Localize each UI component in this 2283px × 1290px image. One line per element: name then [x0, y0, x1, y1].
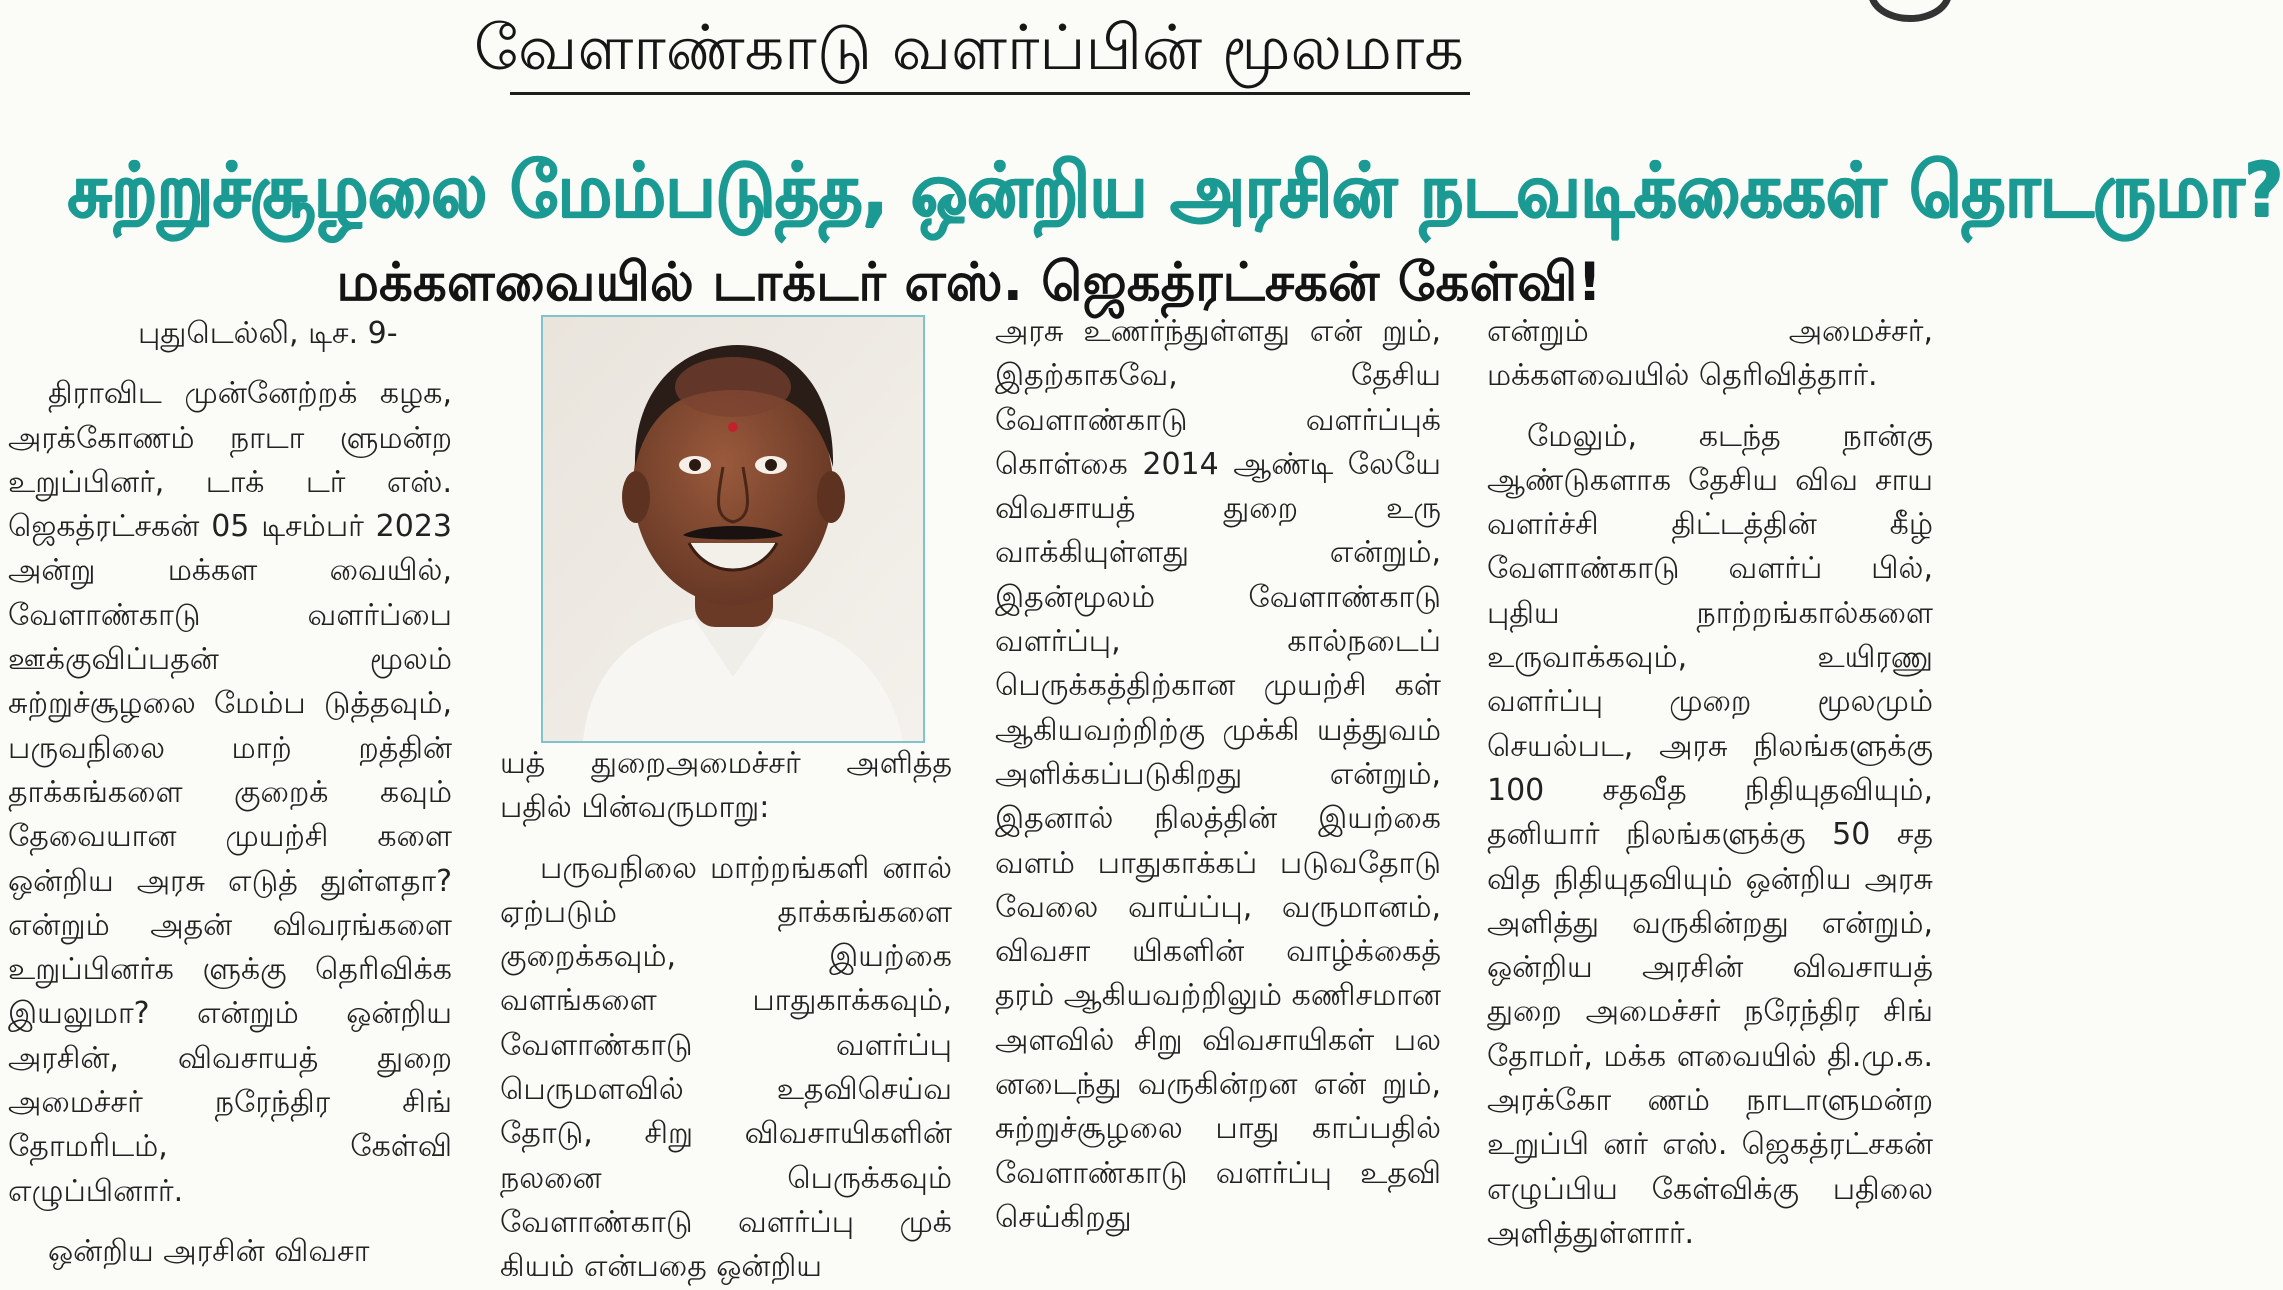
- paragraph: ஒன்றிய அரசின் விவசா: [48, 1233, 370, 1269]
- subheadline: மக்களவையில் டாக்டர் எஸ். ஜெகத்ரட்சகன் கேள்வி!: [336, 252, 1602, 313]
- main-headline: சுற்றுச்சூழலை மேம்படுத்த, ஒன்றிய அரசின் நடவடிக்கைகள் தொடருமா?: [67, 145, 2283, 234]
- dateline: புதுடெல்லி, டிச. 9-: [138, 316, 398, 351]
- paragraph: பருவநிலை மாற்றங்களி னால் ஏற்படும் தாக்கங்களை குறைக்கவும், இயற்கை வளங்களை பாதுகாக்கவும், வேளாண்காடு வளர்ப்பு பெருமளவில் உதவிசெய்வ தோடு, சிறு விவசாயிகளின் நலனை பெருக்கவும் வேளாண்காடு வளர்ப்பு முக் கியம் என்பதை ஒன்றிய: [500, 850, 952, 1285]
- paragraph: மேலும், கடந்த நான்கு ஆண்டுகளாக தேசிய விவ சாய வளர்ச்சி திட்டத்தின் கீழ் வேளாண்காடு வளர்ப் பில், புதிய நாற்றங்கால்களை உருவாக்கவும், உயிரணு வளர்ப்பு முறை மூலமும் செயல்பட, அரசு நிலங்களுக்கு 100 சதவீத நிதியுதவியும், தனியார் நிலங்களுக்கு 50 சத வித நிதியுதவியும் ஒன்றிய அரசு அளித்து வருகின்றது என்றும், ஒன்றிய அரசின் விவசாயத் துறை அமைச்சர் நரேந்திர சிங் தோமர், மக்க ளவையில் தி.மு.க. அரக்கோ ணம் நாடாளுமன்ற உறுப்பி னர் எஸ். ஜெகத்ரட்சகன் எழுப்பிய கேள்விக்கு பதிலை அளித்துள்ளார்.: [1487, 418, 1933, 1251]
- article-column-4: [1487, 310, 1933, 1256]
- article-column-1: [8, 312, 452, 1274]
- paragraph: என்றும் அமைச்சர், மக்களவையில் தெரிவித்தார்.: [1487, 314, 1933, 394]
- kicker-headline: வேளாண்காடு வளர்ப்பின் மூலமாக: [474, 11, 1464, 84]
- paragraph: அரசு உணர்ந்துள்ளது என் றும், இதற்காகவே, தேசிய வேளாண்காடு வளர்ப்புக் கொள்கை 2014 ஆண்டி லேயே விவசாயத் துறை உரு வாக்கியுள்ளது என்றும், இதன்மூலம் வேளாண்காடு வளர்ப்பு, கால்நடைப் பெருக்கத்திற்கான முயற்சி கள் ஆகியவற்றிற்கு முக்கி யத்துவம் அளிக்கப்படுகிறது என்றும், இதனால் நிலத்தின் இயற்கை வளம் பாதுகாக்கப் படுவதோடு வேலை வாய்ப்பு, வருமானம், விவசா யிகளின் வாழ்க்கைத் தரம் ஆகியவற்றிலும் கணிசமான அளவில் சிறு விவசாயிகள் பல னடைந்து வருகின்றன என் றும், சுற்றுச்சூழலை பாது காப்பதில் வேளாண்காடு வளர்ப்பு உதவி செய்கிறது: [995, 314, 1441, 1235]
- portrait-icon: [543, 317, 923, 741]
- kicker-divider: [510, 92, 1470, 95]
- article-column-3: [995, 310, 1441, 1240]
- portrait-photo: [541, 315, 925, 743]
- paragraph: திராவிட முன்னேற்றக் கழக, அரக்கோணம் நாடா ளுமன்ற உறுப்பினர், டாக் டர் எஸ். ஜெகத்ரட்சகன் 05 டிசம்பர் 2023 அன்று மக்கள வையில், வேளாண்காடு வளர்ப்பை ஊக்குவிப்பதன் மூலம் சுற்றுச்சூழலை மேம்ப டுத்தவும், பருவநிலை மாற் றத்தின் தாக்கங்களை குறைக் கவும் தேவையான முயற்சி களை ஒன்றிய அரசு எடுத் துள்ளதா? என்றும் அதன் விவரங்களை உறுப்பினர்க ளுக்கு தெரிவிக்க இயலுமா? என்றும் ஒன்றிய அரசின், விவசாயத் துறை அமைச்சர் நரேந்திர சிங் தோமரிடம், கேள்வி எழுப்பினார்.: [8, 376, 452, 1209]
- article-column-2: [500, 742, 952, 1290]
- paragraph: யத் துறைஅமைச்சர் அளித்த பதில் பின்வருமாறு:: [500, 746, 952, 826]
